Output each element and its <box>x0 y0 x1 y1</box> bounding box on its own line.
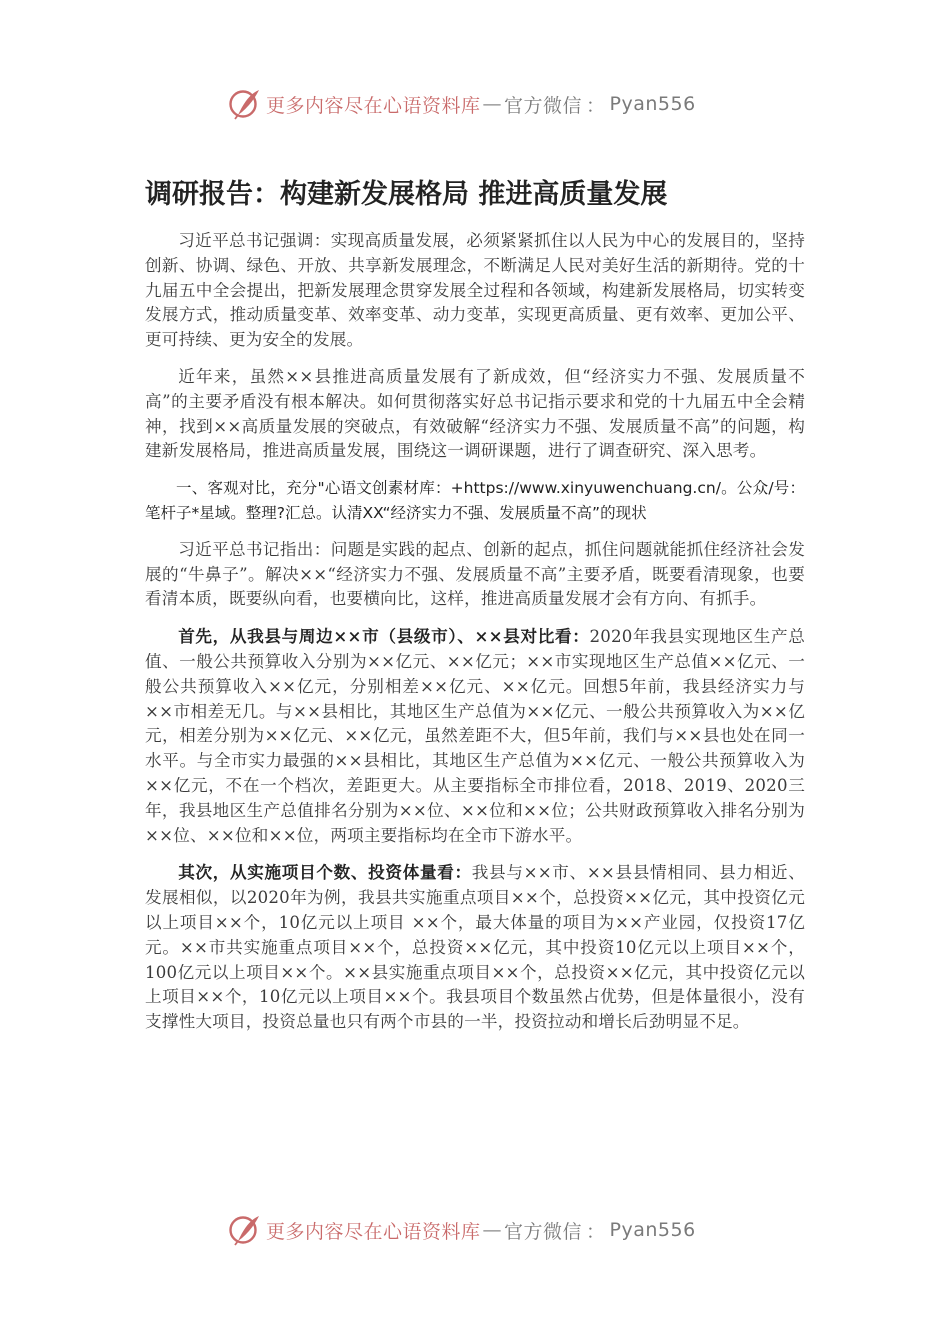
paragraph-3: 习近平总书记指出：问题是实践的起点、创新的起点，抓住问题就能抓住经济社会发展的“牛鼻子”。解决××“经济实力不强、发展质量不高”主要矛盾，既要看清现象，也要看清本质，既要纵向看，也要横向比，这样，推进高质量发展才会有方向、有抓手。 <box>145 539 805 609</box>
banner-colon: ： <box>586 94 606 117</box>
banner-wechat-handle: Pyan556 <box>609 1219 696 1241</box>
banner-dash: — <box>482 1219 503 1241</box>
banner-wechat-label: 官方微信 <box>504 94 583 117</box>
paragraph-1: 习近平总书记强调：实现高质量发展，必须紧紧抓住以人民为中心的发展目的，坚持创新、协调、绿色、开放、共享新发展理念，不断满足人民对美好生活的新期待。党的十九届五中全会提出，把新发展理念贯穿发展全过程和各领域，构建新发展格局，切实转变发展方式，推动质量变革、效率变革、动力变革，实现更高质量、更有效率、更加公平、更可持续、更为安全的发展。 <box>145 231 805 350</box>
paragraph-5 <box>145 860 805 1035</box>
paragraph-5-lead: 其次，从实施项目个数、投资体量看： <box>178 862 472 883</box>
banner-dash: — <box>482 93 503 115</box>
banner-site-name: 更多内容尽在心语资料库 <box>266 1220 481 1243</box>
paragraph-5-body: 我县与××市、××县县情相同、县力相近、发展相似，以2020年为例，我县共实施重点项目××个，总投资××亿元，其中投资亿元以上项目××个，10亿元以上项目 ××个，最大体量的项目为××产业园，仅投资17亿元。××市共实施重点项目××个，总投资××亿元，其中投资10亿元以上项目××个，100亿元以上项目××个。××县实施重点项目××个，总投资××亿元，其中投资亿元以上项目××个，10亿元以上项目××个。我县项目个数虽然占优势，但是体量很小，没有支撑性大项目，投资总量也只有两个市县的一半，投资拉动和增长后劲明显不足。 <box>145 863 805 1032</box>
banner-colon: ： <box>586 1220 606 1243</box>
section-heading-1: 一、客观对比，充分"心语文创素材库：+https://www.xinyuwenchuang.cn/。公众/号：笔杆子*星域。整理?汇总。认清XX“经济实力不强、发展质量不高”的现状 <box>145 479 805 522</box>
document-title: 调研报告：构建新发展格局 推进高质量发展 <box>145 179 668 210</box>
document-body <box>145 229 805 1047</box>
quill-pen-logo-icon <box>228 1213 262 1247</box>
paragraph-4-lead: 首先，从我县与周边××市（县级市）、××县对比看： <box>178 626 590 647</box>
banner-site-name: 更多内容尽在心语资料库 <box>266 94 481 117</box>
paragraph-2: 近年来，虽然××县推进高质量发展有了新成效，但“经济实力不强、发展质量不高”的主要矛盾没有根本解决。如何贯彻落实好总书记指示要求和党的十九届五中全会精神，找到××高质量发展的突破点，有效破解“经济实力不强、发展质量不高”的问题，构建新发展格局，推进高质量发展，围绕这一调研课题，进行了调查研究、深入思考。 <box>145 366 805 461</box>
header-watermark-banner <box>228 84 696 124</box>
paragraph-4-body: 2020年我县实现地区生产总值、一般公共预算收入分别为××亿元、××亿元；××市实现地区生产总值××亿元、一般公共预算收入××亿元，分别相差××亿元、××亿元。回想5年前，我县经济实力与××市相差无几。与××县相比，其地区生产总值为××亿元、一般公共预算收入为××亿元，相差分别为××亿元、××亿元，虽然差距不大，但5年前，我们与××县也处在同一水平。与全市实力最强的××县相比，其地区生产总值为××亿元、一般公共预算收入为××亿元，不在一个档次，差距更大。从主要指标全市排位看，2018、2019、2020三年，我县地区生产总值排名分别为××位、××位和××位；公共财政预算收入排名分别为××位、××位和××位，两项主要指标均在全市下游水平。 <box>145 627 805 845</box>
paragraph-4 <box>145 624 805 848</box>
banner-wechat-label: 官方微信 <box>504 1220 583 1243</box>
quill-pen-logo-icon <box>228 87 262 121</box>
footer-watermark-banner <box>228 1210 696 1250</box>
banner-wechat-handle: Pyan556 <box>609 93 696 115</box>
